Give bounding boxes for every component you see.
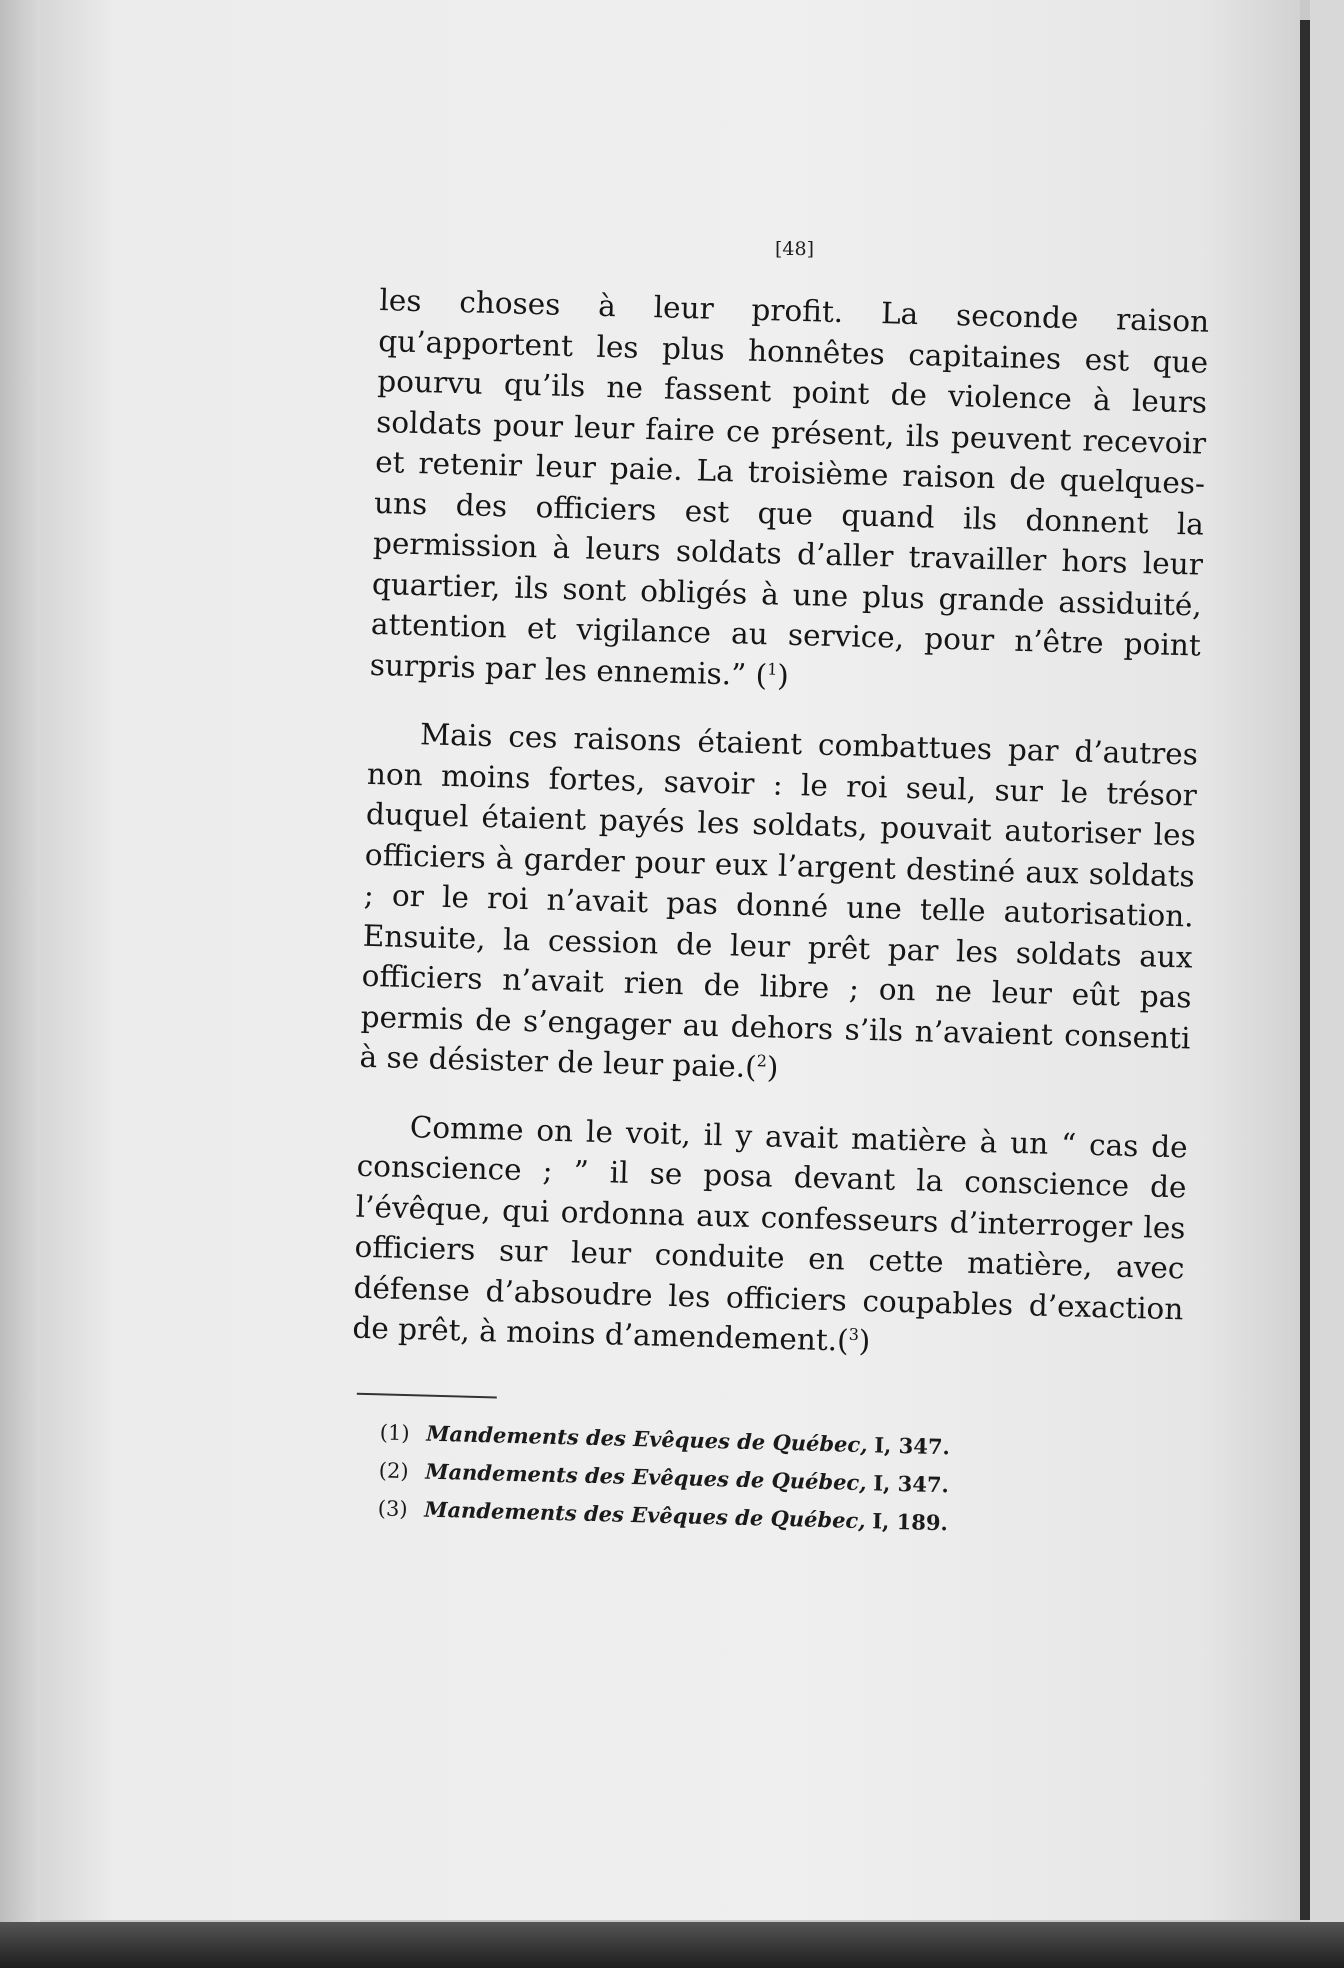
paragraph-text: les choses à leur profit. La seconde raison qu’apportent les plus honnêtes capitaines est que pourvu qu’ils ne fassent point de violence à leurs soldats pour leur faire ce présent, ils peuvent recevoir et retenir leur paie. La troisième raison de quelques-uns des officiers est que quand ils donnent la permission à leurs soldats d’aller travailler hors leur quartier, ils sont obligés à une plus grande assiduité, attention et vigilance au service, pour n’être point surpris par les ennemis.” ( [369, 282, 1210, 692]
footnote-separator [357, 1392, 497, 1398]
footnote-ref: 3 [848, 1324, 860, 1345]
footnote-location: I, 347. [873, 1431, 951, 1459]
paragraph-text: Mais ces raisons étaient combattues par d’autres non moins fortes, savoir : le roi seul, sur le trésor duquel étaient payés les soldats, pouvait autoriser les officiers à garder pour eux l’argent destiné aux soldats ; or le roi n’avait pas donné une telle autorisation. Ensuite, la cession de leur prêt par les soldats aux officiers n’avait rien de libre ; on ne leur eût pas permis de s’engager au dehors s’ils n’avaient consenti à se désister de leur paie.( [359, 717, 1199, 1085]
page-gutter-shadow [0, 0, 40, 1968]
paragraph-text: Comme on le voit, il y avait matière à un “ cas de conscience ; ” il se posa devant la conscience de l’évêque, qui ordonna aux confesseurs d’interroger les officiers sur leur conduite en cette matière, avec défense d’absoudre les officiers coupables d’exaction de prêt, à moins d’amendement.( [352, 1109, 1189, 1358]
body-text [347, 280, 1209, 1548]
paragraph-2 [359, 713, 1198, 1099]
paragraph-tail: ) [766, 1050, 779, 1085]
footnote-number: (1) [379, 1419, 410, 1445]
footnote-title: Mandements des Evêques de Québec, [424, 1458, 867, 1495]
paragraph-tail: ) [776, 658, 790, 693]
footnote-title: Mandements des Evêques de Québec, [425, 1420, 868, 1457]
right-margin [1310, 0, 1344, 1968]
page-edge-rule [1300, 20, 1310, 1920]
footnote-number: (2) [378, 1457, 409, 1483]
footnote-title: Mandements des Evêques de Québec, [423, 1496, 866, 1533]
footnote-location: I, 347. [872, 1469, 950, 1497]
footnotes [377, 1413, 1180, 1548]
scan-bottom-band [0, 1922, 1344, 1968]
page-number: [48] [775, 238, 815, 260]
footnote-ref: 2 [756, 1051, 768, 1071]
paragraph-1 [369, 280, 1209, 707]
paragraph-tail: ) [858, 1323, 871, 1359]
footnote-ref: 1 [767, 658, 778, 679]
footnote-location: I, 189. [871, 1507, 949, 1535]
paragraph-3 [352, 1105, 1188, 1370]
footnote-number: (3) [377, 1495, 408, 1521]
